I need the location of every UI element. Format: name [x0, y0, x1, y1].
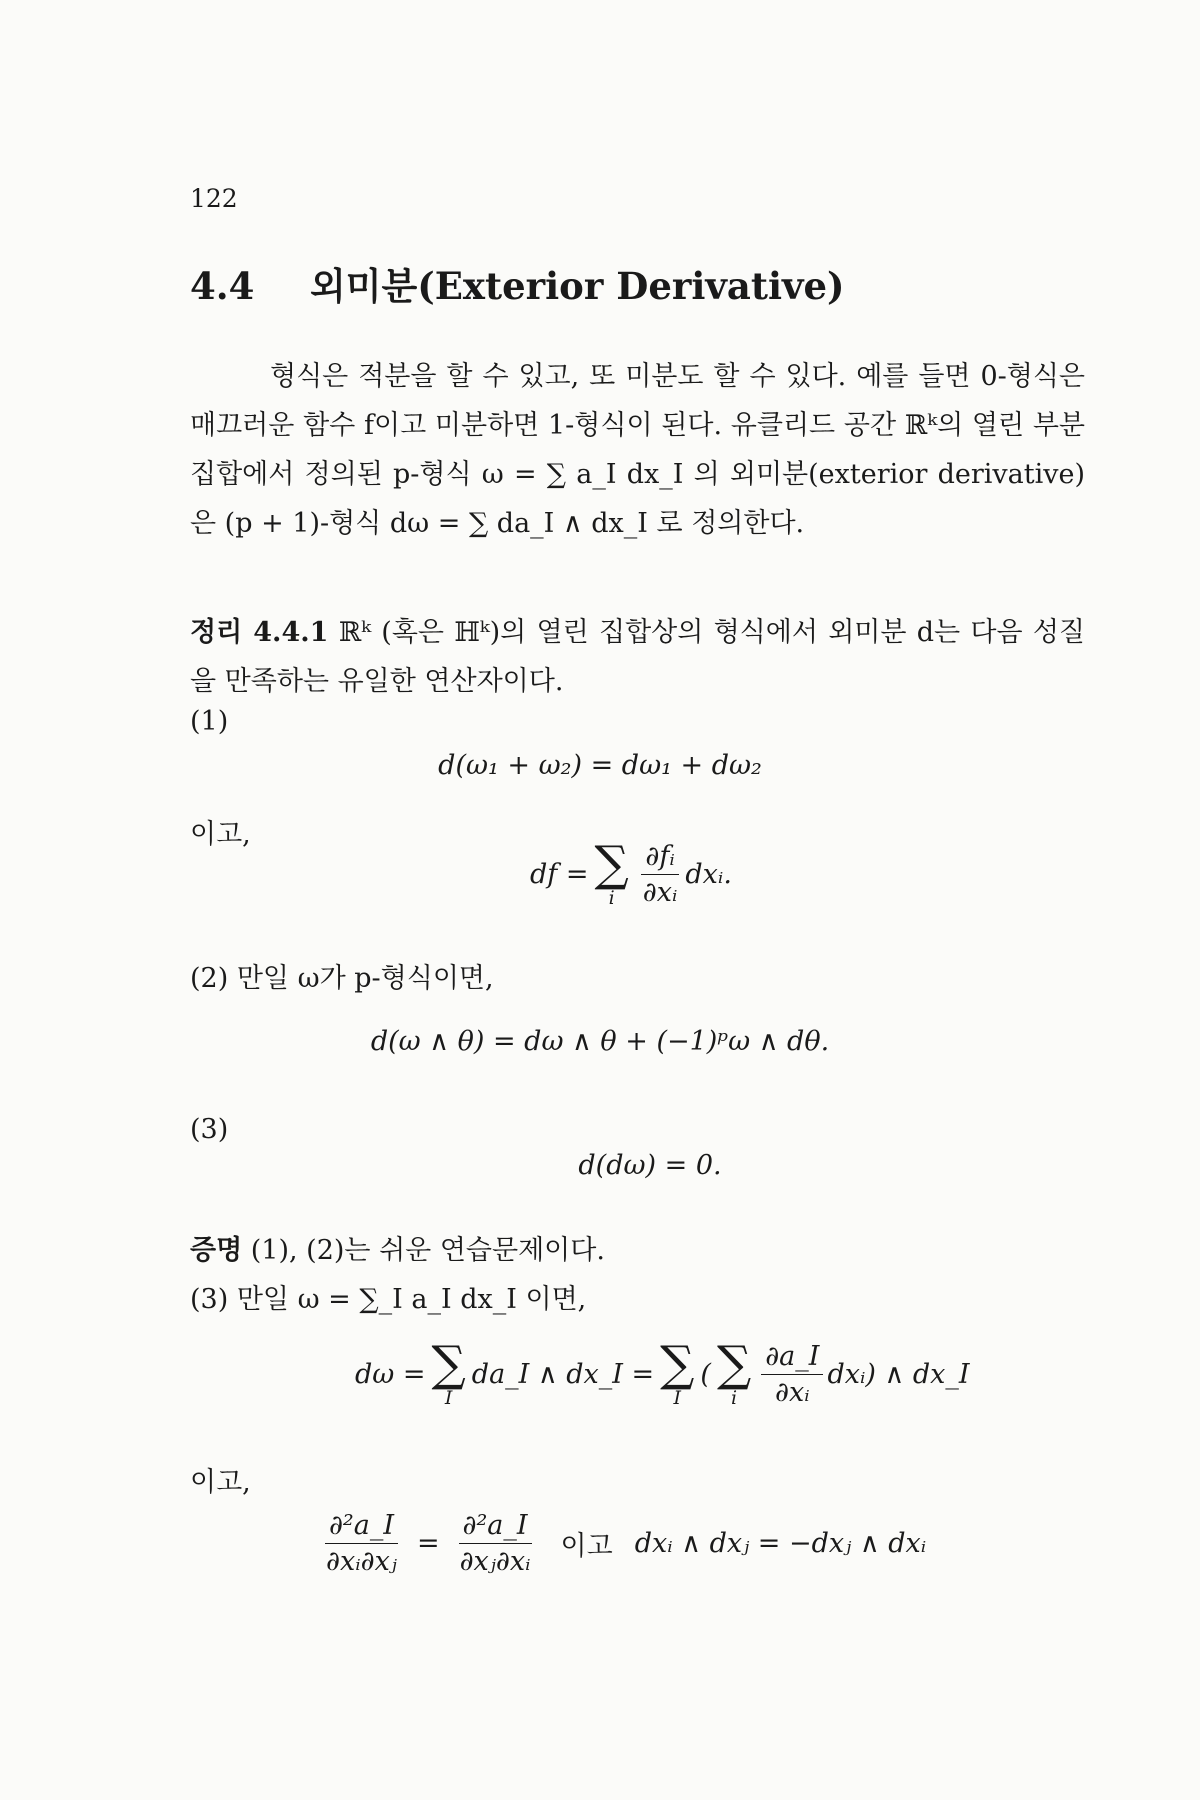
sum-symbol: ∑ I — [431, 1336, 466, 1409]
proof-label: 증명 — [190, 1235, 243, 1266]
and-word: 이고 — [560, 1531, 613, 1562]
equation-df — [530, 836, 732, 909]
dw-tail: dxᵢ) ∧ dx_I — [827, 1358, 970, 1390]
fraction-daI-dxi — [761, 1341, 823, 1408]
theorem-label: 정리 4.4.1 — [190, 617, 329, 648]
equation-ddw: d(dω) = 0. — [578, 1150, 722, 1181]
frac-numerator: ∂²a_I — [459, 1510, 532, 1544]
sum-symbol: ∑ i — [716, 1336, 752, 1409]
item-1-label: (1) — [190, 706, 229, 737]
section-title: 외미분(Exterior Derivative) — [310, 264, 845, 308]
equals-sign: = — [416, 1528, 440, 1559]
item-2-text: (2) 만일 ω가 p-형식이면, — [190, 963, 494, 994]
theorem-block — [190, 608, 1085, 706]
section-number: 4.4 — [190, 264, 255, 308]
df-lhs: df = — [530, 858, 589, 890]
frac-numerator: ∂fᵢ — [641, 841, 678, 875]
equation-linearity: d(ω₁ + ω₂) = dω₁ + dω₂ — [438, 750, 762, 781]
sum-subscript: I — [673, 1387, 682, 1409]
fraction-mixed-right — [456, 1510, 535, 1577]
equation-mixed-partials — [318, 1510, 926, 1577]
frac-numerator: ∂²a_I — [325, 1510, 398, 1544]
intro-paragraph: 형식은 적분을 할 수 있고, 또 미분도 할 수 있다. 예를 들면 0-형식은 매끄러운 함수 f이고 미분하면 1-형식이 된다. 유클리드 공간 ℝᵏ의 열린 부분집합에서 정의된 p-형식 ω = ∑ a_I dx_I 의 외미분(exterior derivative)은 (p + 1)-형식 dω = ∑ da_I ∧ dx_I 로 정의한다. — [190, 361, 1085, 539]
dw-lhs: dω = — [355, 1358, 426, 1390]
connector-1: 이고, — [190, 819, 251, 850]
frac-denominator: ∂xᵢ — [775, 1376, 810, 1408]
page-number: 122 — [190, 184, 238, 213]
fraction-mixed-left — [322, 1510, 401, 1577]
equation-leibniz: d(ω ∧ θ) = dω ∧ θ + (−1)ᵖω ∧ dθ. — [370, 1026, 830, 1057]
sum-symbol: ∑ I — [660, 1336, 695, 1409]
sum-subscript: i — [731, 1387, 738, 1409]
proof-text-1: (1), (2)는 쉬운 연습문제이다. — [250, 1235, 605, 1266]
item-3-label: (3) — [190, 1114, 229, 1145]
dw-middle: da_I ∧ dx_I = — [471, 1358, 655, 1390]
section-heading — [190, 256, 845, 310]
wedge-antisymmetry: dxᵢ ∧ dxⱼ = −dxⱼ ∧ dxᵢ — [634, 1528, 927, 1559]
proof-line-1 — [190, 1226, 1085, 1275]
proof-line-2: (3) 만일 ω = ∑_I a_I dx_I 이면, — [190, 1284, 587, 1315]
sum-subscript: i — [608, 887, 615, 909]
sum-subscript: I — [444, 1387, 453, 1409]
fraction-dfi-dxi — [639, 841, 682, 908]
dw-open-paren: ( — [700, 1358, 711, 1390]
frac-denominator: ∂xⱼ∂xᵢ — [459, 1546, 531, 1577]
theorem-text: ℝᵏ (혹은 ℍᵏ)의 열린 집합상의 형식에서 외미분 d는 다음 성질을 만족하는 유일한 연산자이다. — [190, 617, 1085, 697]
df-rest: dxᵢ. — [685, 858, 732, 890]
frac-denominator: ∂xᵢ — [642, 876, 678, 908]
sum-symbol: ∑ i — [594, 836, 629, 909]
equation-dw-expansion — [355, 1336, 970, 1409]
connector-2: 이고, — [190, 1467, 251, 1498]
frac-denominator: ∂xᵢ∂xⱼ — [326, 1546, 397, 1577]
frac-numerator: ∂a_I — [761, 1341, 823, 1375]
